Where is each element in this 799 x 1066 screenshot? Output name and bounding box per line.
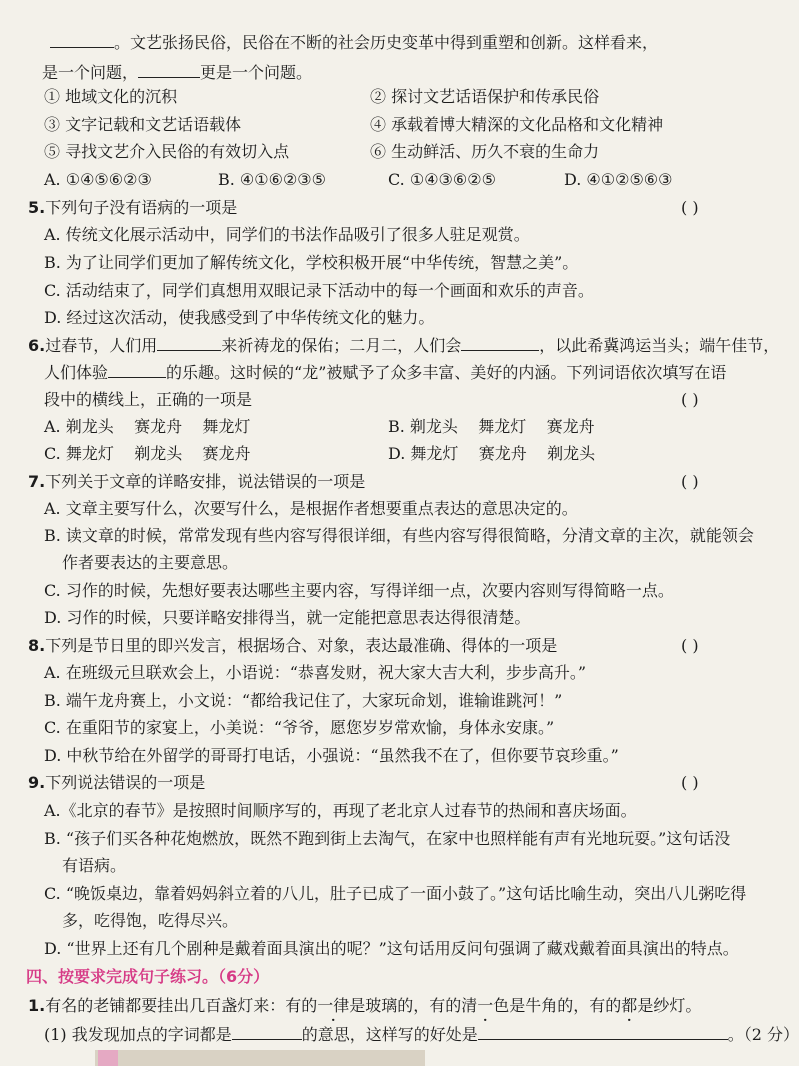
question-6-line-3: 段中的横线上，正确的一项是 — [44, 390, 253, 409]
choice-d[interactable]: D. ④①②⑤⑥③ — [564, 170, 673, 189]
choice-a[interactable]: A. 剃龙头 赛龙舟 舞龙灯 — [44, 417, 251, 436]
answer-paren[interactable]: ( ) — [681, 198, 699, 217]
option-item-5: ⑤ 寻找文艺介入民俗的有效切入点 — [44, 142, 290, 161]
intro-line-1: 。文艺张扬民俗，民俗在不断的社会历史变革中得到重塑和创新。这样看来， — [50, 31, 658, 54]
question-6-line-1: 6.过春节，人们用 来祈祷龙的保佑；二月二，人们会 ，以此希冀鸿运当头；端午佳节， — [28, 336, 780, 355]
choice-a[interactable]: A. 在班级元旦联欢会上，小语说：“恭喜发财，祝大家大吉大利，步步高升。” — [44, 663, 587, 682]
choice-c[interactable]: C. 在重阳节的家宴上，小美说：“爷爷，愿您岁岁常欢愉，身体永安康。” — [44, 718, 555, 737]
choice-d[interactable]: D. 习作的时候，只要详略安排得当，就一定能把意思表达得很清楚。 — [44, 608, 531, 627]
section-heading: 四、按要求完成句子练习。（6分） — [26, 967, 270, 986]
question-6-line-2: 人们体验 的乐趣。这时候的“龙”被赋予了众多丰富、美好的内涵。下列词语依次填写在语 — [44, 363, 727, 382]
intro-line-2: 是一个问题， 更是一个问题。 — [42, 63, 313, 82]
fill-blank[interactable] — [461, 334, 539, 351]
dotted-word: 清一色 — [461, 996, 510, 1015]
choice-b[interactable]: B. ④①⑥②③⑤ — [218, 170, 326, 189]
choice-a[interactable]: A.《北京的春节》是按照时间顺序写的，再现了老北京人过春节的热闹和喜庆场面。 — [44, 801, 637, 820]
choice-c-continued: 多，吃得饱，吃得尽兴。 — [62, 911, 239, 930]
question-5-stem: 5.下列句子没有语病的一项是 — [28, 198, 238, 217]
fill-blank[interactable] — [50, 31, 114, 48]
option-item-3: ③ 文字记载和文艺话语载体 — [44, 115, 242, 134]
answer-paren[interactable]: ( ) — [681, 636, 699, 655]
sentence-exercise-1: 1.有名的老铺都要挂出几百盏灯来：有的一律是玻璃的，有的清一色是牛角的，有的都是纱灯。 — [28, 996, 702, 1015]
question-7-stem: 7.下列关于文章的详略安排，说法错误的一项是 — [28, 472, 366, 491]
choice-c[interactable]: C. 习作的时候，先想好要表达哪些主要内容，写得详细一点，次要内容则写得简略一点。 — [44, 581, 674, 600]
choice-c[interactable]: C. 舞龙灯 剃龙头 赛龙舟 — [44, 444, 251, 463]
choice-c[interactable]: C. “晚饭桌边，靠着妈妈斜立着的八儿，肚子已成了一面小鼓了。”这句话比喻生动，突出八儿粥吃得 — [44, 884, 747, 903]
choice-a[interactable]: A. ①④⑤⑥②③ — [44, 170, 152, 189]
page-badge — [98, 1050, 118, 1066]
choice-c[interactable]: C. ①④③⑥②⑤ — [388, 170, 496, 189]
option-item-1: ① 地域文化的沉积 — [44, 87, 178, 106]
answer-paren[interactable]: ( ) — [681, 773, 699, 792]
choice-c[interactable]: C. 活动结束了，同学们真想用双眼记录下活动中的每一个画面和欢乐的声音。 — [44, 281, 594, 300]
fill-blank[interactable] — [478, 1023, 728, 1040]
option-item-4: ④ 承载着博大精深的文化品格和文化精神 — [370, 115, 664, 134]
choice-d[interactable]: D. “世界上还有几个剧种是戴着面具演出的呢？”这句话用反问句强调了藏戏戴着面具演出的特点。 — [44, 939, 739, 958]
choice-b-continued: 作者要表达的主要意思。 — [62, 553, 239, 572]
question-9-stem: 9.下列说法错误的一项是 — [28, 773, 206, 792]
question-8-stem: 8.下列是节日里的即兴发言，根据场合、对象，表达最准确、得体的一项是 — [28, 636, 558, 655]
dotted-word: 都 — [621, 996, 638, 1015]
option-item-6: ⑥ 生动鲜活、历久不衰的生命力 — [370, 142, 600, 161]
answer-paren[interactable]: ( ) — [681, 472, 699, 491]
choice-d[interactable]: D. 舞龙灯 赛龙舟 剃龙头 — [388, 444, 596, 463]
choice-b[interactable]: B. “孩子们买各种花炮燃放，既然不跑到街上去淘气，在家中也照样能有声有光地玩耍。”这句话没 — [44, 829, 731, 848]
choice-b[interactable]: B. 读文章的时候，常常发现有些内容写得很详细，有些内容写得很简略，分清文章的主次，就能领会 — [44, 526, 754, 545]
sub-question-1: (1) 我发现加点的字词都是 的意思，这样写的好处是 。（2 分） — [44, 1025, 799, 1044]
choice-b[interactable]: B. 端午龙舟赛上，小文说：“都给我记住了，大家玩命划，谁输谁跳河！” — [44, 691, 563, 710]
fill-blank[interactable] — [108, 361, 166, 378]
choice-b[interactable]: B. 为了让同学们更加了解传统文化，学校积极开展“中华传统，智慧之美”。 — [44, 253, 579, 272]
choice-b[interactable]: B. 剃龙头 舞龙灯 赛龙舟 — [388, 417, 595, 436]
option-item-2: ② 探讨文艺话语保护和传承民俗 — [370, 87, 600, 106]
choice-b-continued: 有语病。 — [62, 856, 127, 875]
dotted-word: 一律 — [317, 996, 350, 1015]
choice-d[interactable]: D. 中秋节给在外留学的哥哥打电话，小强说：“虽然我不在了，但你要节哀珍重。” — [44, 746, 619, 765]
choice-a[interactable]: A. 传统文化展示活动中，同学们的书法作品吸引了很多人驻足观赏。 — [44, 225, 530, 244]
answer-paren[interactable]: ( ) — [681, 390, 699, 409]
choice-a[interactable]: A. 文章主要写什么，次要写什么，是根据作者想要重点表达的意思决定的。 — [44, 499, 578, 518]
choice-d[interactable]: D. 经过这次活动，使我感受到了中华传统文化的魅力。 — [44, 308, 435, 327]
fill-blank[interactable] — [232, 1023, 302, 1040]
fill-blank[interactable] — [138, 61, 200, 78]
fill-blank[interactable] — [157, 334, 221, 351]
footer-strip — [95, 1050, 425, 1066]
